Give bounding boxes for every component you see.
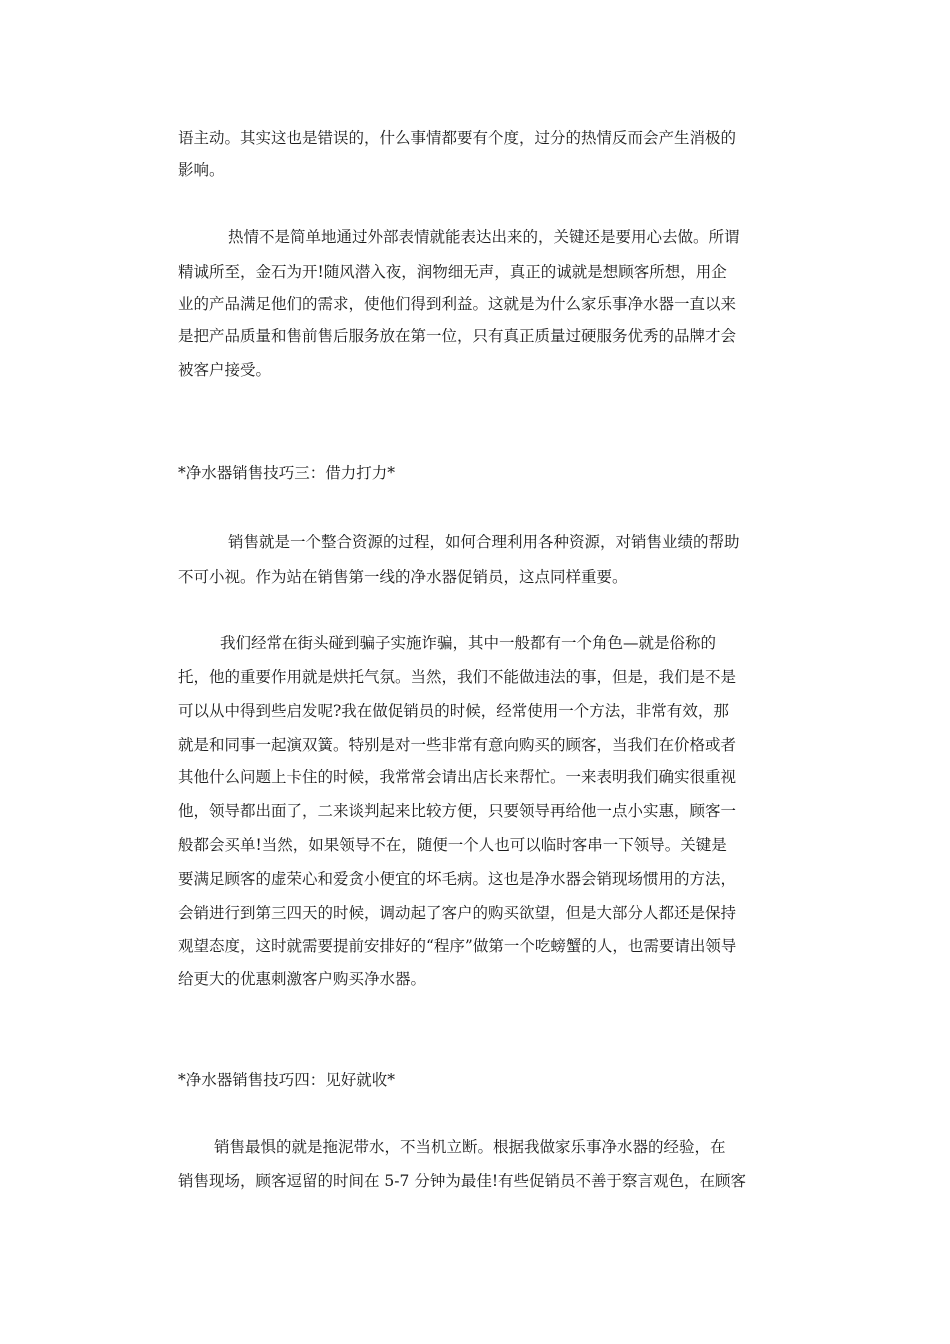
section-heading: *净水器销售技巧三：借力打力*	[178, 464, 396, 482]
paragraph-line: 是把产品质量和售前售后服务放在第一位，只有真正质量过硬服务优秀的品牌才会	[178, 327, 737, 345]
paragraph-line: 他，领导都出面了，二来谈判起来比较方便，只要领导再给他一点小实惠，顾客一	[178, 802, 737, 820]
section-heading: *净水器销售技巧四：见好就收*	[178, 1071, 396, 1089]
paragraph-line: 般都会买单!当然，如果领导不在，随便一个人也可以临时客串一下领导。关键是	[178, 836, 727, 854]
paragraph-line: 会销进行到第三四天的时候，调动起了客户的购买欲望，但是大部分人都还是保持	[178, 904, 737, 922]
paragraph-line: 托，他的重要作用就是烘托气氛。当然，我们不能做违法的事，但是，我们是不是	[178, 668, 737, 686]
paragraph-line: 影响。	[178, 161, 225, 179]
paragraph-line: 我们经常在街头碰到骗子实施诈骗，其中一般都有一个角色—就是俗称的	[220, 634, 717, 652]
paragraph-line: 给更大的优惠刺激客户购买净水器。	[178, 970, 427, 988]
paragraph-line: 语主动。其实这也是错误的，什么事情都要有个度，过分的热情反而会产生消极的	[178, 129, 737, 147]
paragraph-line: 不可小视。作为站在销售第一线的净水器促销员，这点同样重要。	[178, 568, 628, 586]
paragraph-line: 被客户接受。	[178, 361, 272, 379]
paragraph-line: 销售最惧的就是拖泥带水，不当机立断。根据我做家乐事净水器的经验，在	[214, 1138, 726, 1156]
paragraph-line: 销售现场，顾客逗留的时间在 5-7 分钟为最佳!有些促销员不善于察言观色，在顾客	[178, 1172, 747, 1190]
paragraph-line: 业的产品满足他们的需求，使他们得到利益。这就是为什么家乐事净水器一直以来	[178, 295, 737, 313]
paragraph-line: 销售就是一个整合资源的过程，如何合理利用各种资源，对销售业绩的帮助	[228, 533, 740, 551]
paragraph-line: 就是和同事一起演双簧。特别是对一些非常有意向购买的顾客，当我们在价格或者	[178, 736, 737, 754]
paragraph-line: 其他什么问题上卡住的时候，我常常会请出店长来帮忙。一来表明我们确实很重视	[178, 768, 737, 786]
paragraph-line: 精诚所至，金石为开!随风潜入夜，润物细无声，真正的诚就是想顾客所想，用企	[178, 263, 727, 281]
paragraph-line: 观望态度，这时就需要提前安排好的“程序”做第一个吃螃蟹的人，也需要请出领导	[178, 937, 737, 955]
paragraph-line: 可以从中得到些启发呢?我在做促销员的时候，经常使用一个方法，非常有效，那	[178, 702, 729, 720]
paragraph-line: 热情不是简单地通过外部表情就能表达出来的，关键还是要用心去做。所谓	[228, 228, 740, 246]
paragraph-line: 要满足顾客的虚荣心和爱贪小便宜的坏毛病。这也是净水器会销现场惯用的方法，	[178, 870, 737, 888]
